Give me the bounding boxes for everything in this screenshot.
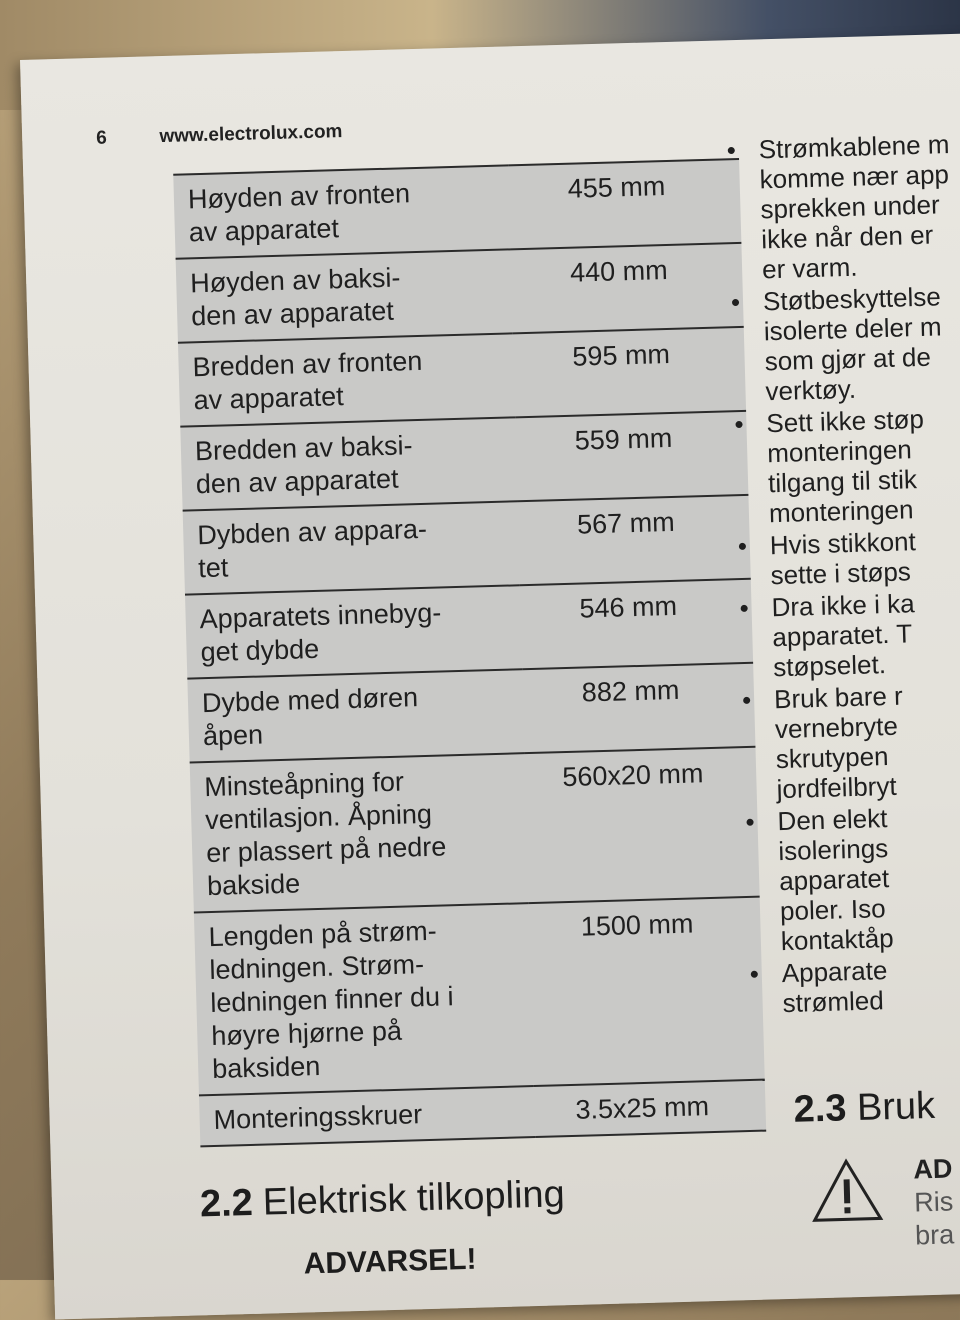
bullet-list [722,128,960,1019]
site-url: www.electrolux.com [159,121,343,148]
page-header [96,121,343,150]
page-number: 6 [95,127,108,149]
table-row [180,411,748,511]
spec-value: 440 mm [511,243,744,333]
table-row [185,579,753,679]
table-row [187,663,755,763]
list-item: • Strømkablene m komme nær app sprekken under ikke når den er er varm. [722,128,960,286]
spec-value: 567 mm [518,495,751,585]
spec-value: 882 mm [523,663,756,753]
table-row [194,897,765,1096]
spec-value: 455 mm [509,159,742,249]
section-title-2-3 [793,1085,936,1132]
warning-heading: ADVARSEL! [303,1242,477,1281]
dimensions-table [173,158,766,1147]
warning-line: bra [914,1219,955,1251]
table-row [176,243,744,343]
spec-value: 595 mm [513,327,746,417]
right-column [722,128,960,1021]
section-title: Bruk [856,1084,936,1130]
warning-title: AD [912,1153,953,1185]
spec-label: Høyden av fronten av apparatet [173,165,511,258]
table-row [183,495,751,595]
spec-label: Monteringsskruer [199,1086,536,1146]
spec-label: Bredden av baksi- den av apparatet [180,417,518,510]
warning-line: Ris [913,1186,954,1218]
spec-label: Dybden av appara- tet [183,501,521,594]
spec-value: 1500 mm [529,897,765,1086]
spec-value: 560x20 mm [525,747,760,903]
table-row [190,747,760,913]
warning-block [913,1152,955,1252]
spec-label: Høyden av baksi- den av apparatet [176,249,514,342]
list-item: • Sett ikke støp monteringen tilgang til stik monteringen [730,401,960,529]
section-title-2-2 [199,1173,565,1226]
spec-label: Bredden av fronten av apparatet [178,333,516,426]
spec-value: 559 mm [516,411,749,501]
list-item: • Støtbeskyttelse isolerte deler m som gjør at de verktøy. [727,280,960,408]
section-title: Elektrisk tilkopling [262,1173,566,1224]
list-item: • Apparate strømled [745,951,960,1019]
spec-label: Dybde med døren åpen [187,669,525,762]
warning-triangle-icon [809,1156,885,1224]
table-row [178,327,746,427]
section-number: 2.3 [793,1087,848,1131]
list-item: • Den elekt isolerings apparatet poler. Iso kontaktåp [741,799,960,957]
section-number: 2.2 [199,1181,254,1226]
spec-label: Apparatets innebyg- get dybde [185,585,523,678]
table-row [173,159,741,259]
list-item: • Dra ikke i ka apparatet. T støpselet. [735,585,960,683]
list-item: • Bruk bare r vernebryte skrutypen jordfeilbryt [738,677,960,805]
list-item: • Hvis stikkont sette i støps [733,523,960,591]
spec-value: 546 mm [520,579,753,669]
manual-page [20,33,960,1320]
spec-value: 3.5x25 mm [534,1080,766,1137]
spec-label: Lengden på strøm- ledningen. Strøm- ledningen finner du i høyre hjørne på baksiden [194,903,534,1095]
spec-label: Minsteåpning for ventilasjon. Åpning er plassert på nedre bakside [190,753,529,912]
